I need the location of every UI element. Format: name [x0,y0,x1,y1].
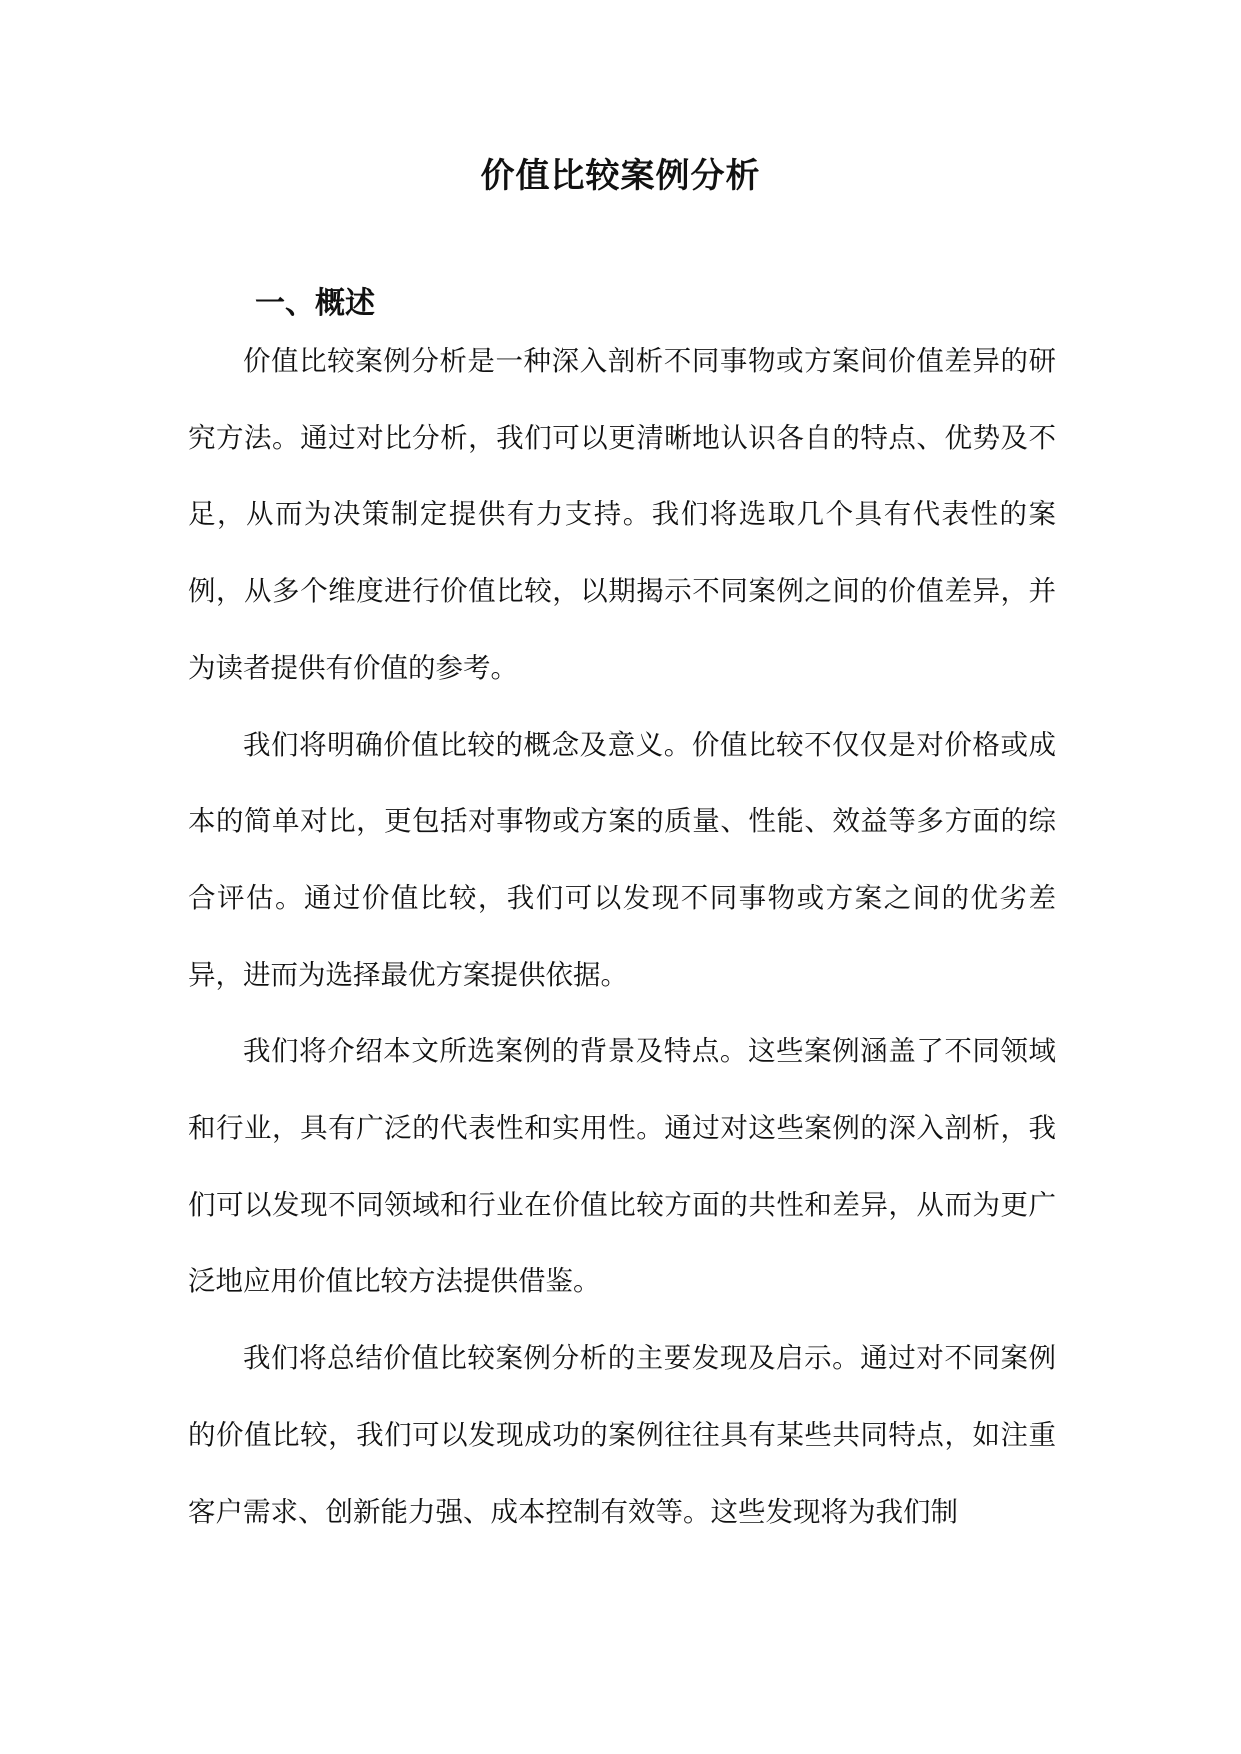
paragraph: 我们将明确价值比较的概念及意义。价值比较不仅仅是对价格或成本的简单对比，更包括对事物或方案的质量、性能、效益等多方面的综合评估。通过价值比较，我们可以发现不同事物或方案之间的优劣差异，进而为选择最优方案提供依据。 [188,728,1056,991]
section-heading-overview: 一、概述 [255,286,375,321]
section-body [188,323,1056,1550]
paragraph: 价值比较案例分析是一种深入剖析不同事物或方案间价值差异的研究方法。通过对比分析，我们可以更清晰地认识各自的特点、优势及不足，从而为决策制定提供有力支持。我们将选取几个具有代表性的案例，从多个维度进行价值比较，以期揭示不同案例之间的价值差异，并为读者提供有价值的参考。 [188,345,1056,684]
document-title: 价值比较案例分析 [480,156,761,196]
paragraph: 我们将总结价值比较案例分析的主要发现及启示。通过对不同案例的价值比较，我们可以发现成功的案例往往具有某些共同特点，如注重客户需求、创新能力强、成本控制有效等。这些发现将为我们制 [188,1342,1056,1528]
paragraph: 我们将介绍本文所选案例的背景及特点。这些案例涵盖了不同领域和行业，具有广泛的代表性和实用性。通过对这些案例的深入剖析，我们可以发现不同领域和行业在价值比较方面的共性和差异，从而为更广泛地应用价值比较方法提供借鉴。 [188,1035,1056,1298]
